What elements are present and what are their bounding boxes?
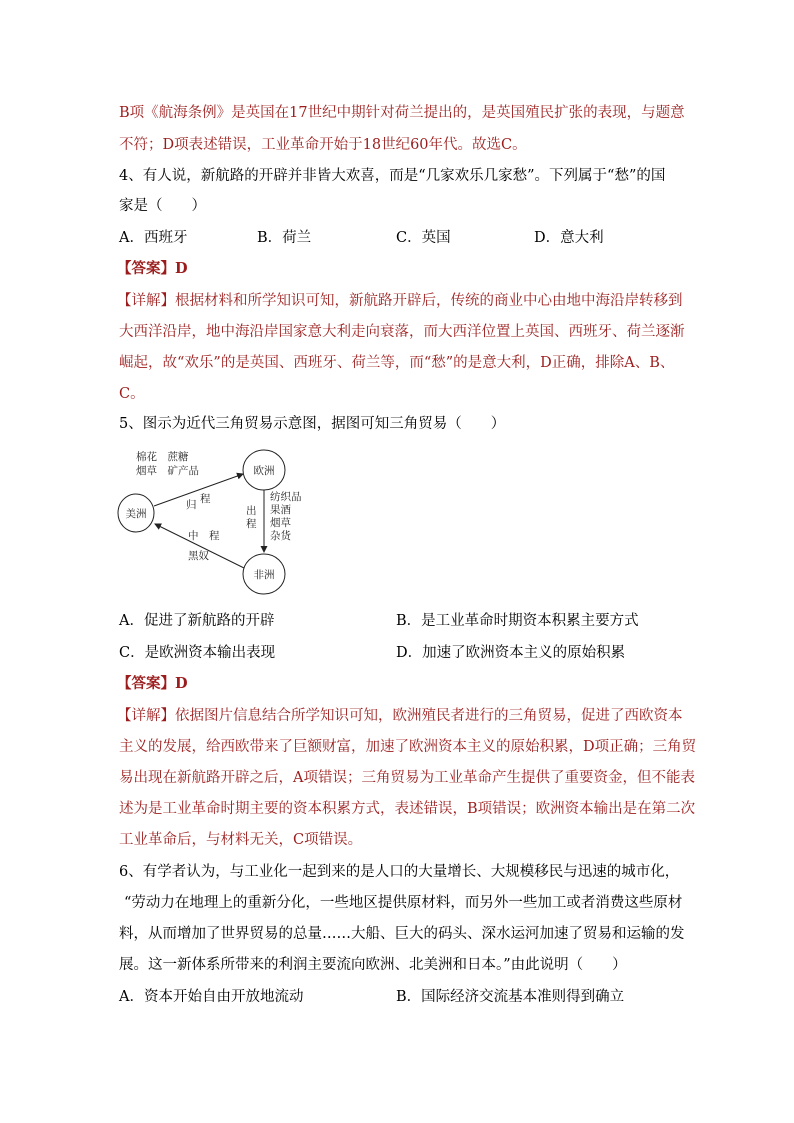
q4-explain-line-2: 大西洋沿岸，地中海沿岸国家意大利走向衰落，而大西洋位置上英国、西班牙、荷兰逐渐 (119, 324, 685, 340)
q6-stem-line-1: 6、有学者认为，与工业化一起到来的是人口的大量增长、大规模移民与迅速的城市化， (119, 864, 680, 880)
africa-label: 非洲 (253, 569, 275, 581)
q5-explain-line-4: 述为是工业革命时期主要的资本积累方式，表述错误，B项错误；欧洲资本输出是在第二次 (119, 801, 696, 817)
q4-explain-line-3: 崛起，故“欢乐”的是英国、西班牙、荷兰等，而“愁”的是意大利，D正确，排除A、B、 (119, 355, 675, 371)
europe-label: 欧洲 (253, 465, 275, 477)
q4-option-b: B．荷兰 (257, 230, 312, 246)
q4-explain-line-1: 【详解】根据材料和所学知识可知，新航路开辟后，传统的商业中心由地中海沿岸转移到 (117, 293, 683, 309)
q5-stem: 5、图示为近代三角贸易示意图，据图可知三角贸易（ ） (119, 416, 506, 432)
q5-explain-line-5: 工业革命后，与材料无关，C项错误。 (119, 832, 363, 848)
q6-stem-line-2: “劳动力在地理上的重新分化，一些地区提供原材料，而另外一些加工或者消费这些原材 (124, 895, 683, 911)
q4-option-c: C．英国 (396, 230, 451, 246)
q5-explain-line-2: 主义的发展，给西欧带来了巨额财富，加速了欧洲资本主义的原始积累，D项正确；三角贸 (119, 739, 697, 755)
q5-explain-line-3: 易出现在新航路开辟之后，A项错误；三角贸易为工业革命产生提供了重要资金，但不能表 (119, 770, 695, 786)
return-label-1: 程 (200, 493, 211, 505)
q6-stem-line-4: 展。这一新体系所带来的利润主要流向欧洲、北美洲和日本。”由此说明（ ） (119, 957, 627, 973)
q5-option-c: C．是欧洲资本输出表现 (119, 645, 276, 661)
top-goods-line-1: 棉花 蔗糖 (136, 451, 189, 463)
q5-option-b: B．是工业革命时期资本积累主要方式 (396, 613, 639, 629)
return-route-arrow (154, 474, 243, 506)
top-goods-line-2: 烟草 矿产品 (136, 465, 199, 477)
middle-label-1: 中 程 (188, 530, 220, 542)
q4-stem-line-1: 4、有人说，新航路的开辟并非皆大欢喜，而是“几家欢乐几家愁”。下列属于“愁”的国 (119, 168, 666, 184)
return-label-2: 归 (186, 499, 197, 511)
europe-goods-4: 杂货 (270, 530, 291, 542)
q5-answer: 【答案】D (117, 675, 188, 692)
out-label-2: 程 (246, 518, 257, 530)
q5-option-a: A．促进了新航路的开辟 (119, 613, 275, 629)
out-label-1: 出 (246, 505, 257, 517)
q6-option-b: B．国际经济交流基本准则得到确立 (396, 989, 625, 1005)
europe-goods-1: 纺织品 (270, 491, 302, 503)
q5-option-d: D．加速了欧洲资本主义的原始积累 (396, 645, 626, 661)
q4-explain-line-4: C。 (119, 386, 145, 402)
middle-label-2: 黑奴 (188, 550, 209, 562)
q4-option-d: D．意大利 (534, 230, 604, 246)
q5-explain-line-1: 【详解】依据图片信息结合所学知识可知，欧洲殖民者进行的三角贸易，促进了西欧资本 (117, 708, 683, 724)
q4-option-a: A．西班牙 (119, 230, 188, 246)
prev-explanation-line-2: 不符；D项表述错误，工业革命开始于18世纪60年代。故选C。 (119, 137, 527, 153)
america-label: 美洲 (125, 508, 147, 520)
triangle-trade-diagram (118, 446, 302, 598)
europe-goods-2: 果酒 (270, 504, 291, 516)
q4-stem-line-2: 家是（ ） (119, 198, 206, 214)
q4-answer: 【答案】D (117, 260, 188, 277)
europe-goods-3: 烟草 (270, 517, 291, 529)
q6-option-a: A．资本开始自由开放地流动 (119, 989, 304, 1005)
prev-explanation-line-1: B项《航海条例》是英国在17世纪中期针对荷兰提出的，是英国殖民扩张的表现，与题意 (119, 105, 685, 121)
q6-stem-line-3: 料，从而增加了世界贸易的总量……大船、巨大的码头、深水运河加速了贸易和运输的发 (119, 926, 685, 942)
